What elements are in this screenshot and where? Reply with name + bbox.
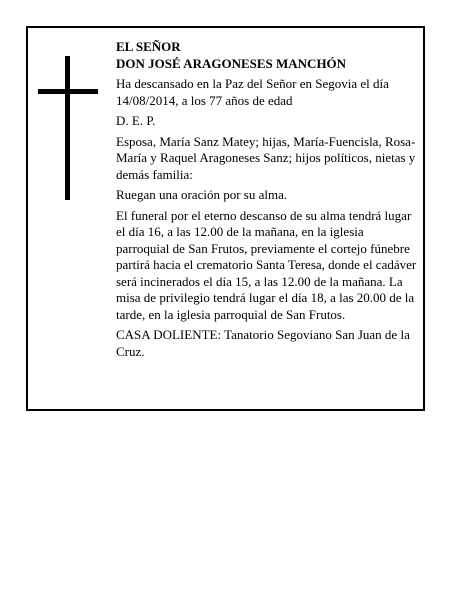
cross-vertical-bar (65, 56, 70, 200)
prayer-request: Ruegan una oración por su alma. (116, 187, 288, 202)
obituary-notice (26, 26, 425, 411)
latin-cross-icon (38, 56, 100, 200)
family-list: Esposa, María Sanz Matey; hijas, María-Fuencisla, Rosa-María y Raquel Aragoneses Sanz; hijos políticos, nietas y demás familia: (116, 133, 416, 182)
rest-statement: Ha descansado en la Paz del Señor en Segovia el día 14/08/2014, a los 77 años de edad (116, 76, 389, 108)
casa-doliente: CASA DOLIENTE: Tanatorio Segoviano San Juan de la Cruz. (116, 327, 410, 359)
cross-horizontal-bar (38, 89, 98, 94)
notice-text (116, 39, 418, 364)
dep-abbreviation: D. E. P. (116, 113, 156, 128)
title-line-1: EL SEÑOR (116, 39, 181, 54)
deceased-name: DON JOSÉ ARAGONESES MANCHÓN (116, 55, 347, 71)
funeral-details: El funeral por el eterno descanso de su alma tendrá lugar el día 16, a las 12.00 de la mañana, en la iglesia parroquial de San Frutos, previamente el cortejo fúnebre partirá hacia el crematorio Santa Teresa, donde el cadáver será incinerados el día 15, a las 12.00 de la mañana. La misa de privilegio tendrá lugar el día 18, a las 20.00 de la tarde, en la iglesia parroquial de San Frutos. (116, 207, 417, 322)
